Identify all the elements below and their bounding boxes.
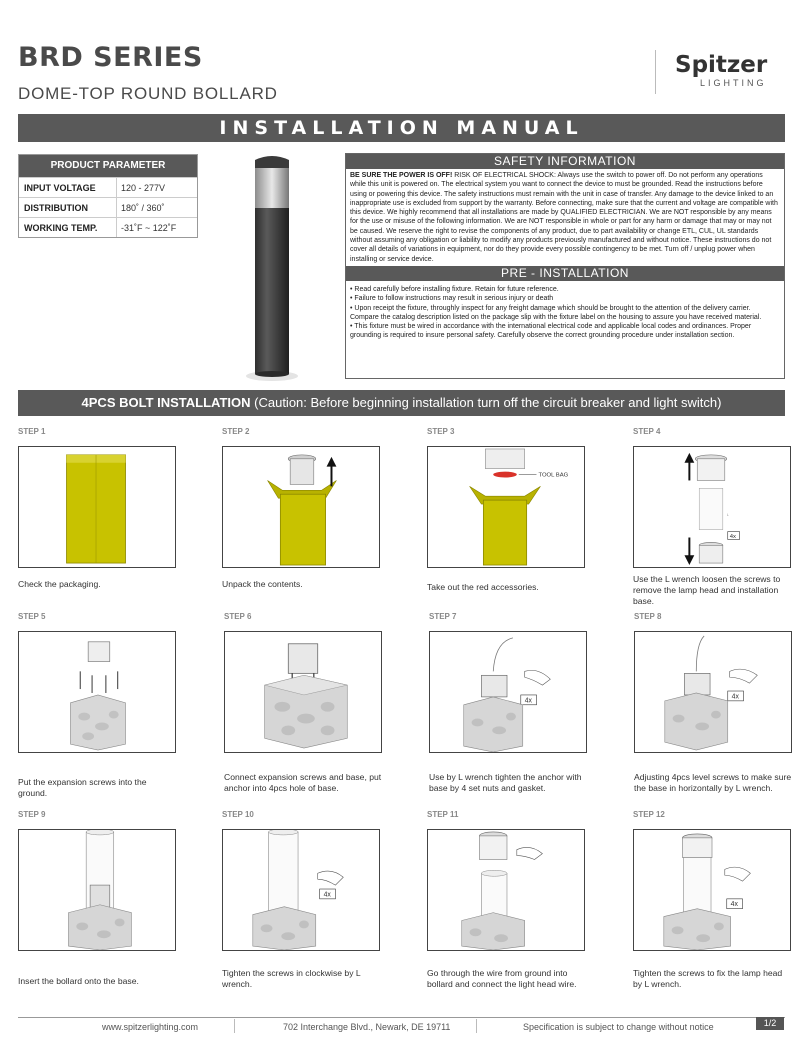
bollard-product-image: [232, 152, 312, 384]
param-row: [19, 197, 197, 217]
step-11-illustration: [427, 829, 585, 951]
step-9-label: STEP 9: [18, 810, 46, 819]
step-2-caption: Unpack the contents.: [222, 579, 303, 589]
param-heading: PRODUCT PARAMETER: [19, 155, 197, 177]
step-11-label: STEP 11: [427, 810, 459, 819]
svg-text:L: L: [726, 511, 729, 517]
param-label: WORKING TEMP.: [19, 218, 117, 237]
step-12-count-callout: 4x: [730, 901, 738, 909]
footer-rule: [18, 1017, 785, 1018]
param-label: DISTRIBUTION: [19, 198, 117, 217]
step-3-illustration: [427, 446, 585, 568]
brand-tagline: LIGHTING: [700, 78, 767, 88]
param-value: 180˚ / 360˚: [121, 203, 165, 213]
step-5-label: STEP 5: [18, 612, 46, 621]
step-4-label: STEP 4: [633, 427, 661, 436]
step-12-illustration: [633, 829, 791, 951]
step-10-caption: Tighten the screws in clockwise by L wrench.: [222, 968, 361, 989]
footer-notice: Specification is subject to change without notice: [523, 1022, 714, 1032]
step-7-label: STEP 7: [429, 612, 457, 621]
step-8-count-callout: 4x: [731, 693, 739, 701]
step-2-illustration: [222, 446, 380, 568]
safety-lead: BE SURE THE POWER IS OFF!: [350, 172, 453, 179]
footer-divider: [476, 1019, 477, 1033]
step-2-label: STEP 2: [222, 427, 250, 436]
step-4-illustration: [633, 446, 791, 568]
manual-banner: INSTALLATION MANUAL: [18, 114, 785, 142]
step-8-label: STEP 8: [634, 612, 662, 621]
step-6-caption: Connect expansion screws and base, put anchor into 4pcs hole of base.: [224, 772, 382, 793]
safety-body: RISK OF ELECTRICAL SHOCK: Always use the switch to power off. Do not perform any operations while this unit is powered on. The electrical system you want to connect the device to must be grounded. Read the instructions before using or powering this device. The safety instructions must remain with the unit in case of transfer. Any damage to the device linked to an inappropriate use is excluded from support by the warranty. Before connecting, make sure that the current and voltage are compatible with this device. We highly recommend that all installations are made by QUALIFIED ELECTRICIAN. We are NOT responsible by any means for the use or misuse of the following information. We are NOT responsible in whole or part for any harm or damage that may or may not be caused. We reserve the right to revise the components of any product, due to part availability or change ETL, CUL, UL standards without assuming any obligation or liability to modify any products previously manufactured and without notice. These instructions do not cover all details of variations in equipment, nor do they provide every possible contingency to be met. Turn off / unplug power when installing or service device.: [350, 172, 778, 263]
step-5-illustration: [18, 631, 176, 753]
brand-divider: [655, 50, 656, 94]
param-value: -31˚F ~ 122˚F: [121, 223, 177, 233]
step-8-caption: Adjusting 4pcs level screws to make sure the base in horizontally by L wrench.: [634, 772, 792, 793]
safety-info-box: [345, 153, 785, 379]
pre-install-item: • This fixture must be wired in accordance with the international electrical code and applicable local codes and ordinances. Proper grounding is required to insure personal safety. Carefully observe the correct grounding procedure under installation section.: [350, 323, 752, 340]
step-12-caption: Tighten the screws to fix the lamp head by L wrench.: [633, 968, 783, 989]
page-number: 1/2: [756, 1017, 784, 1030]
footer-address: 702 Interchange Blvd., Newark, DE 19711: [283, 1022, 451, 1032]
bolt-installation-banner: [18, 390, 785, 416]
safety-text: [346, 169, 784, 266]
pre-install-list: [346, 281, 784, 345]
product-parameter-table: [18, 154, 198, 238]
step-5-caption: Put the expansion screws into the ground.: [18, 777, 147, 798]
footer-divider: [234, 1019, 235, 1033]
step-10-label: STEP 10: [222, 810, 254, 819]
param-value: 120 - 277V: [121, 183, 166, 193]
step-4-count-callout: 4x: [729, 533, 736, 540]
step-1-illustration: [18, 446, 176, 568]
bolt-title: 4PCS BOLT INSTALLATION: [81, 395, 251, 410]
series-title: BRD SERIES: [18, 42, 203, 73]
step-1-caption: Check the packaging.: [18, 579, 101, 589]
step-8-illustration: [634, 631, 792, 753]
step-7-illustration: [429, 631, 587, 753]
brand-logo: Spitzer: [675, 52, 768, 78]
param-row: [19, 217, 197, 237]
pre-install-item: • Failure to follow instructions may result in serious injury or death: [350, 295, 554, 303]
step-9-caption: Insert the bollard onto the base.: [18, 976, 139, 986]
pre-install-item: • Upon receipt the fixture, throughly inspect for any freight damage which should be brought to the attention of the delivery carrier. Compare the catalog description listed on the package slip with the fixture label on the housing to assure you have received material.: [350, 304, 762, 321]
step-1-label: STEP 1: [18, 427, 46, 436]
pre-install-item: • Read carefully before installing fixture. Retain for future reference.: [350, 285, 559, 293]
step-10-count-callout: 4x: [323, 891, 331, 899]
safety-heading: SAFETY INFORMATION: [346, 154, 784, 169]
tool-bag-callout: TOOL BAG: [538, 472, 569, 479]
footer-website[interactable]: www.spitzerlighting.com: [102, 1022, 199, 1032]
step-6-illustration: [224, 631, 382, 753]
step-12-label: STEP 12: [633, 810, 665, 819]
step-7-count-callout: 4x: [524, 697, 532, 705]
step-4-caption: Use the L wrench loosen the screws to remove the lamp head and installation base.: [633, 574, 781, 606]
pre-install-heading: PRE - INSTALLATION: [346, 266, 784, 281]
param-row: [19, 177, 197, 197]
param-label: INPUT VOLTAGE: [19, 178, 117, 197]
step-3-caption: Take out the red accessories.: [427, 582, 539, 592]
step-7-caption: Use by L wrench tighten the anchor with base by 4 set nuts and gasket.: [429, 772, 582, 793]
step-11-caption: Go through the wire from ground into bollard and connect the light head wire.: [427, 968, 577, 989]
step-3-label: STEP 3: [427, 427, 455, 436]
step-10-illustration: [222, 829, 380, 951]
step-6-label: STEP 6: [224, 612, 252, 621]
step-9-illustration: [18, 829, 176, 951]
bolt-caution: (Caution: Before beginning installation turn off the circuit breaker and light switch): [250, 395, 722, 410]
series-subtitle: DOME-TOP ROUND BOLLARD: [18, 84, 278, 103]
